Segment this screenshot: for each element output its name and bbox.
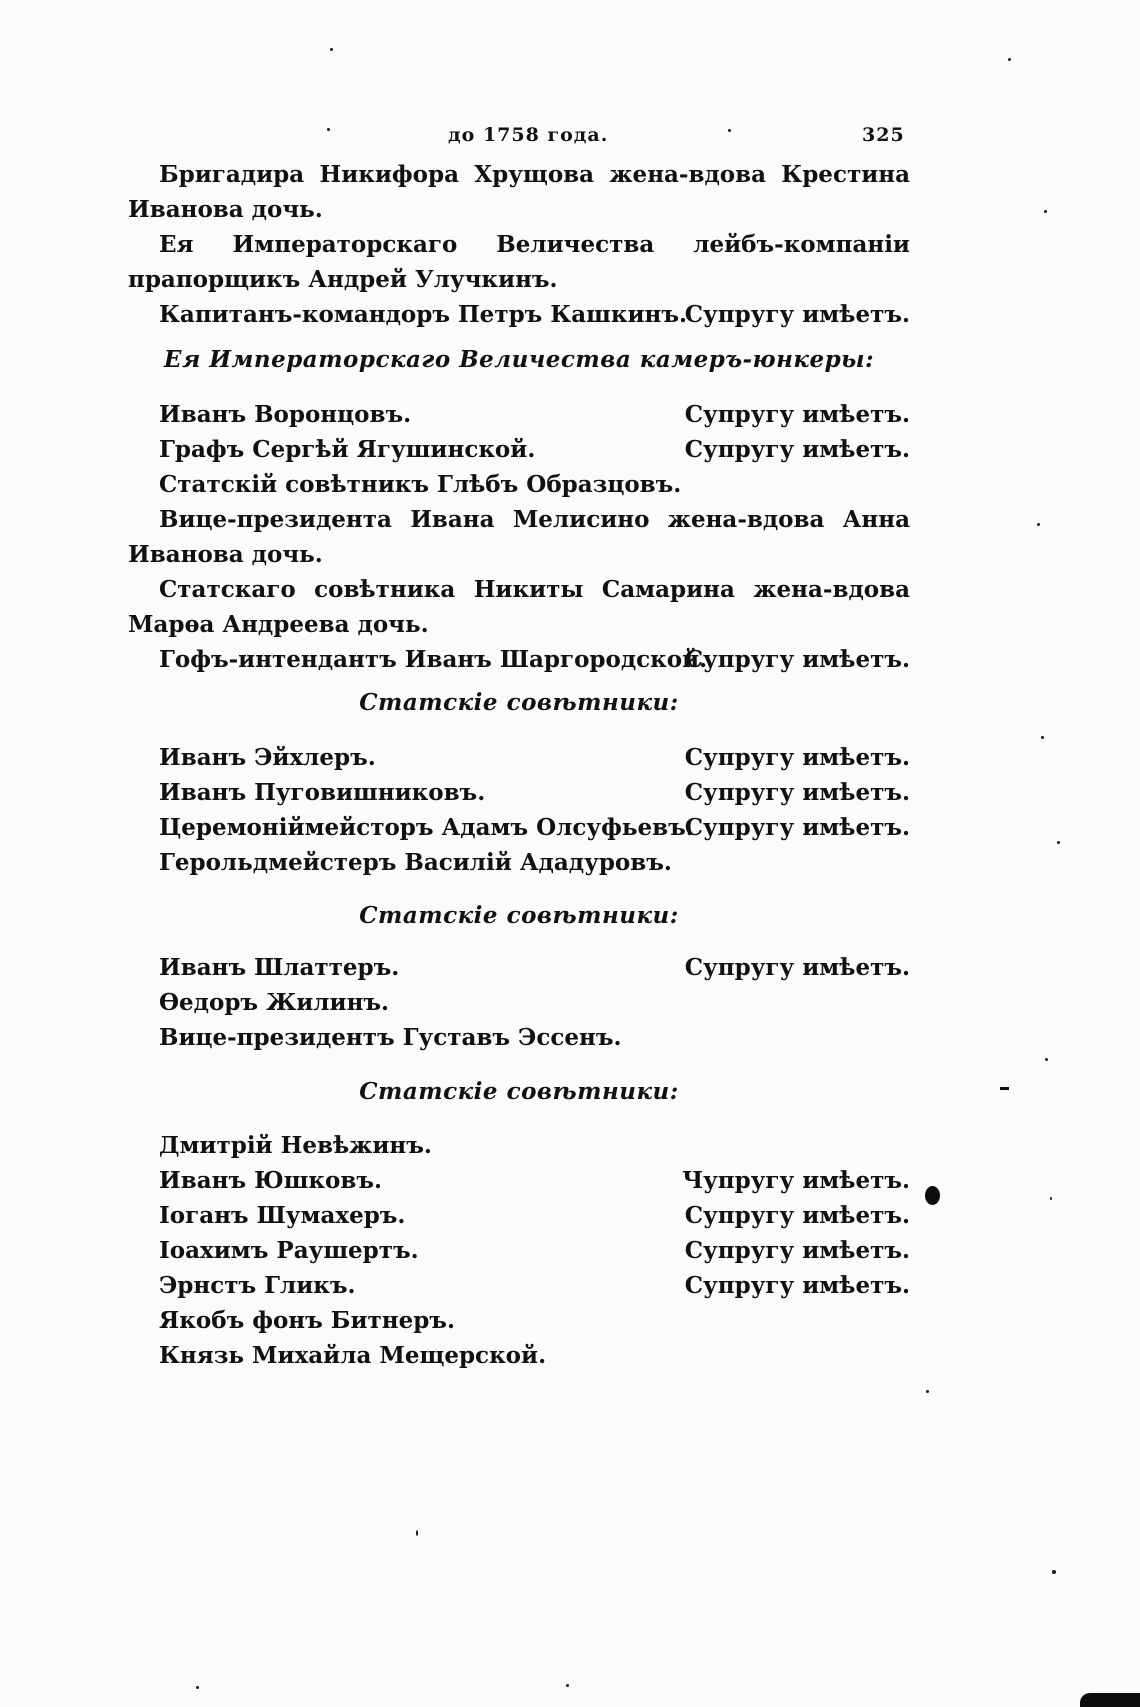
entry-row <box>128 810 910 845</box>
entry-note: Супругу имѣетъ. <box>684 954 910 981</box>
entry-name: Іоганъ Шумахеръ. <box>159 1202 406 1229</box>
entry-note: Чупругу имѣетъ. <box>682 1167 910 1194</box>
scan-speck <box>330 48 333 51</box>
entry-name: Якобъ фонъ Битнеръ. <box>159 1307 455 1334</box>
entry-note: Супругу имѣетъ. <box>684 1202 910 1229</box>
scan-speck <box>1050 1197 1052 1200</box>
entry-paragraph: Вице-президента Ивана Мелисино жена-вдова Анна Иванова дочь. <box>128 506 910 568</box>
scan-speck <box>327 128 330 131</box>
scan-speck <box>566 1684 569 1687</box>
entry-row <box>128 1303 910 1338</box>
entry-row <box>128 297 910 332</box>
entry-row <box>128 1338 910 1373</box>
entry-name: Иванъ Юшковъ. <box>159 1167 383 1194</box>
entry-row <box>128 740 910 775</box>
page-number: 325 <box>862 124 905 146</box>
scan-speck <box>1045 1058 1048 1061</box>
section-state-councillors-1 <box>128 683 910 723</box>
entry-paragraph: Бригадира Никифора Хрущова жена-вдова Крестина Иванова дочь. <box>128 161 910 223</box>
entry-row <box>128 775 910 810</box>
section-kamer-junkers <box>128 340 910 380</box>
scan-speck <box>416 1530 418 1536</box>
entry-note: Супругу имѣетъ. <box>684 401 910 428</box>
entry-note: Супругу имѣетъ. <box>684 646 910 673</box>
entry-row <box>128 1163 910 1198</box>
section-state-councillors-2-entries <box>128 950 910 1055</box>
running-title: до 1758 года. <box>448 124 609 146</box>
edge-shadow <box>1080 1693 1140 1707</box>
entry-name: Іоахимъ Раушертъ. <box>159 1237 419 1264</box>
scan-speck <box>196 1686 199 1689</box>
entry-name: Иванъ Воронцовъ. <box>159 401 412 428</box>
entry-note: Супругу имѣетъ. <box>684 779 910 806</box>
entry-note: Супругу имѣетъ. <box>684 814 910 841</box>
entry-name: Графъ Сергѣй Ягушинской. <box>159 436 536 463</box>
entry-name: Ѳедоръ Жилинъ. <box>159 989 390 1016</box>
entry-name: Статскій совѣтникъ Глѣбъ Образцовъ. <box>159 471 682 498</box>
entry-name: Дмитрій Невѣжинъ. <box>159 1132 432 1159</box>
section-state-councillors-1-entries <box>128 740 910 880</box>
entry-note: Супругу имѣетъ. <box>684 436 910 463</box>
entry-row <box>128 950 910 985</box>
section-heading: Статскіе совѣтники: <box>359 689 679 716</box>
entry-name: Иванъ Шлаттеръ. <box>159 954 400 981</box>
ink-blot <box>925 1186 940 1205</box>
section-heading: Ея Императорскаго Величества камеръ-юнкеры: <box>163 346 875 373</box>
scan-speck <box>926 1390 929 1393</box>
entry-name: Князь Михайла Мещерской. <box>159 1342 547 1369</box>
entry-row <box>128 1268 910 1303</box>
entry-row <box>128 1198 910 1233</box>
section-state-councillors-3-entries <box>128 1128 910 1373</box>
scan-speck <box>1008 58 1011 61</box>
section-heading: Статскіе совѣтники: <box>359 902 679 929</box>
entry-row <box>128 1020 910 1055</box>
entry-note: Супругу имѣетъ. <box>684 301 910 328</box>
section-state-councillors-3 <box>128 1072 910 1112</box>
scan-speck <box>728 129 731 132</box>
top-entries <box>128 157 910 332</box>
scan-dash <box>1000 1087 1009 1090</box>
entry-paragraph: Статскаго совѣтника Никиты Самарина жена-вдова Марѳа Андреева дочь. <box>128 576 910 638</box>
entry-name: Капитанъ-командоръ Петръ Кашкинъ. <box>159 301 688 328</box>
entry-name: Иванъ Пуговишниковъ. <box>159 779 486 806</box>
section-heading: Статскіе совѣтники: <box>359 1078 679 1105</box>
entry-note: Супругу имѣетъ. <box>684 744 910 771</box>
entry-row <box>128 467 910 502</box>
scan-speck <box>1037 523 1040 526</box>
entry-paragraph: Ея Императорскаго Величества лейбъ-компаніи прапорщикъ Андрей Улучкинъ. <box>128 231 910 293</box>
entry-row <box>128 985 910 1020</box>
section-state-councillors-2 <box>128 896 910 936</box>
scan-speck <box>1044 210 1047 213</box>
entry-row <box>128 845 910 880</box>
running-header <box>0 120 1140 150</box>
scan-speck <box>1041 736 1044 739</box>
entry-row <box>128 642 910 677</box>
entry-name: Гофъ-интендантъ Иванъ Шаргородской. <box>159 646 708 673</box>
entry-row <box>128 1233 910 1268</box>
entry-row <box>128 1128 910 1163</box>
entry-row <box>128 397 910 432</box>
section-kamer-junkers-entries <box>128 397 910 677</box>
entry-row <box>128 432 910 467</box>
entry-name: Эрнстъ Гликъ. <box>159 1272 356 1299</box>
entry-name: Церемоніймейсторъ Адамъ Олсуфьевъ. <box>159 814 694 841</box>
scan-speck <box>1057 841 1060 844</box>
entry-note: Супругу имѣетъ. <box>684 1237 910 1264</box>
scan-speck <box>1052 1570 1056 1574</box>
entry-note: Супругу имѣетъ. <box>684 1272 910 1299</box>
entry-name: Иванъ Эйхлеръ. <box>159 744 376 771</box>
entry-name: Вице-президентъ Густавъ Эссенъ. <box>159 1024 622 1051</box>
entry-name: Герольдмейстеръ Василій Ададуровъ. <box>159 849 672 876</box>
